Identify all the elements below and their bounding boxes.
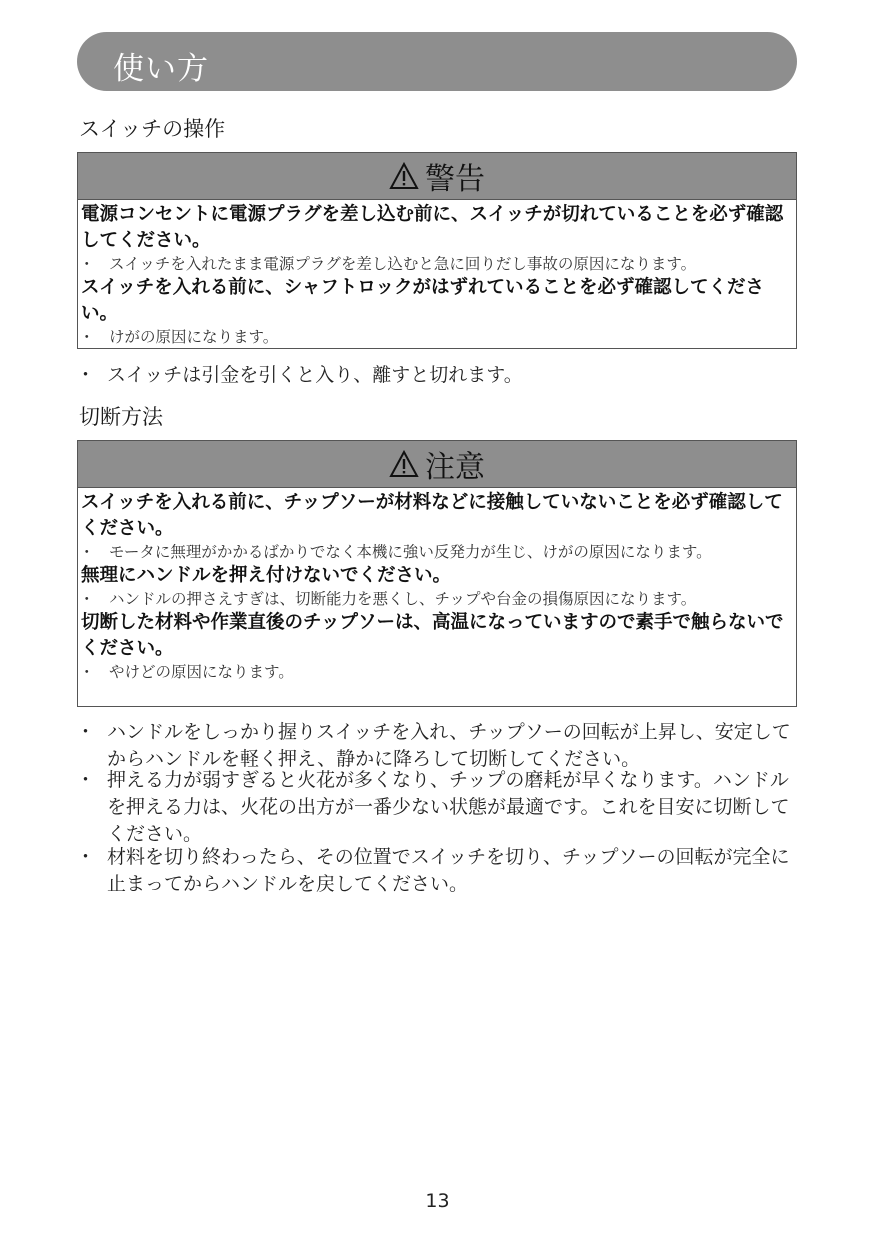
caution-text: スイッチを入れる前に、チップソーが材料などに接触していないことを必ず確認してください。: [81, 492, 783, 539]
cutting-bullet: ・ 材料を切り終わったら、その位置でスイッチを切り、チップソーの回転が完全に止まってからハンドルを戻してください。: [79, 844, 797, 898]
caution-header: [78, 441, 796, 488]
caution-box: [77, 440, 797, 707]
caution-title: 注意: [425, 450, 485, 485]
caution-note: ・ ハンドルの押さえすぎは、切断能力を悪くし、チップや台金の損傷原因になります。: [81, 589, 793, 610]
caution-triangle-icon: [389, 450, 419, 478]
caution-note: ・ モータに無理がかかるばかりでなく本機に強い反発力が生じ、けがの原因になります。: [81, 542, 793, 563]
caution-text: 切断した材料や作業直後のチップソーは、高温になっていますので素手で触らないでください。: [81, 612, 784, 659]
caution-note: ・ やけどの原因になります。: [81, 662, 793, 683]
caution-text: 無理にハンドルを押え付けないでください。: [81, 565, 452, 586]
warning-text: スイッチを入れる前に、シャフトロックがはずれていることを必ず確認してください。: [81, 277, 765, 324]
switch-bullet: ・ スイッチは引金を引くと入り、離すと切れます。: [79, 362, 797, 389]
caution-body: [78, 488, 796, 687]
warning-text: 電源コンセントに電源プラグを差し込む前に、スイッチが切れていることを必ず確認してください。: [81, 204, 784, 251]
section-title-bar: [77, 32, 797, 91]
switch-heading: スイッチの操作: [79, 117, 226, 141]
section-title: 使い方: [113, 51, 209, 87]
cutting-bullet: ・ 押える力が弱すぎると火花が多くなり、チップの磨耗が早くなります。ハンドルを押える力は、火花の出方が一番少ない状態が最適です。これを目安に切断してください。: [79, 767, 797, 848]
warning-note: ・ けがの原因になります。: [81, 327, 793, 348]
warning-title: 警告: [425, 162, 485, 197]
warning-body: [78, 200, 796, 352]
warning-header: [78, 153, 796, 200]
page-number: 13: [425, 1190, 450, 1212]
cutting-heading: 切断方法: [79, 405, 163, 429]
warning-box: [77, 152, 797, 349]
cutting-bullet: ・ ハンドルをしっかり握りスイッチを入れ、チップソーの回転が上昇し、安定してからハンドルを軽く押え、静かに降ろして切断してください。: [79, 719, 797, 773]
warning-note: ・ スイッチを入れたまま電源プラグを差し込むと急に回りだし事故の原因になります。: [81, 254, 793, 275]
warning-triangle-icon: [389, 162, 419, 190]
